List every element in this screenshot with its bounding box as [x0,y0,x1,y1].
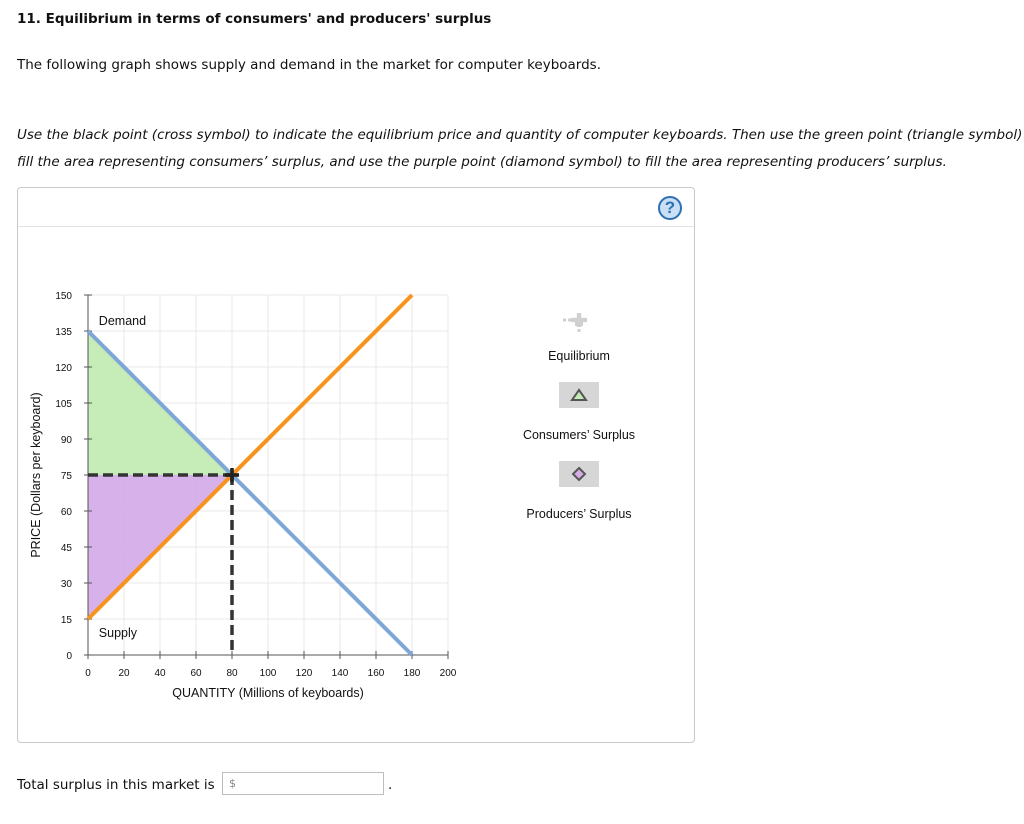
y-tick-label: 150 [55,291,72,302]
x-tick-label: 100 [259,668,277,679]
x-tick-label: 200 [439,668,457,679]
question-instructions [17,122,1024,176]
x-tick-label: 180 [403,668,421,679]
x-tick-label: 80 [226,668,238,679]
demand-label: Demand [98,314,147,328]
producers-surplus-tool-button[interactable] [559,461,599,487]
y-tick-label: 105 [55,399,72,410]
question-intro: The following graph shows supply and demand in the market for computer keyboards. [17,57,602,73]
question-title: 11. Equilibrium in terms of consumers' and producers' surplus [17,11,492,27]
consumers-surplus-tool-button[interactable] [559,382,599,408]
instruction-line-1: Use the black point (cross symbol) to indicate the equilibrium price and quantity of computer keyboards. Then use the green point (triangle symbol) [17,127,1023,143]
diamond-icon [569,465,589,483]
total-surplus-input[interactable] [222,772,384,795]
y-tick-label: 45 [60,543,72,554]
supply-label: Supply [98,626,138,640]
currency-symbol: $ [229,777,236,790]
y-tick-label: 0 [66,651,72,662]
instruction-line-2: fill the area representing consumers’ surplus, and use the purple point (diamond symbol) to fill the area representing producers’ surplus. [17,154,947,170]
equilibrium-tool-label: Equilibrium [548,349,610,363]
y-tick-label: 15 [60,615,72,626]
y-tick-label: 120 [55,363,72,374]
x-tick-label: 140 [331,668,349,679]
sentence-period: . [388,777,393,793]
y-tick-label: 30 [60,579,72,590]
x-tick-label: 40 [154,668,166,679]
total-surplus-label: Total surplus in this market is [17,777,215,793]
graph-panel [17,187,695,743]
y-tick-label: 75 [60,471,72,482]
equilibrium-cross-horizontal [225,473,239,477]
x-tick-label: 20 [118,668,130,679]
triangle-icon [569,387,589,403]
y-axis-title: PRICE (Dollars per keyboard) [29,392,43,558]
help-icon[interactable]: ? [658,196,682,220]
producers-surplus-tool-label: Producers’ Surplus [526,507,632,521]
y-tick-label: 135 [55,327,72,338]
x-tick-label: 120 [295,668,313,679]
x-axis-title: QUANTITY (Millions of keyboards) [172,686,364,700]
consumers-surplus-tool-label: Consumers’ Surplus [522,428,636,442]
y-tick-label: 90 [60,435,72,446]
x-tick-label: 0 [85,668,91,679]
x-tick-label: 60 [190,668,202,679]
y-tick-label: 60 [60,507,72,518]
x-tick-label: 160 [367,668,385,679]
equilibrium-tool-icon[interactable] [563,313,587,332]
